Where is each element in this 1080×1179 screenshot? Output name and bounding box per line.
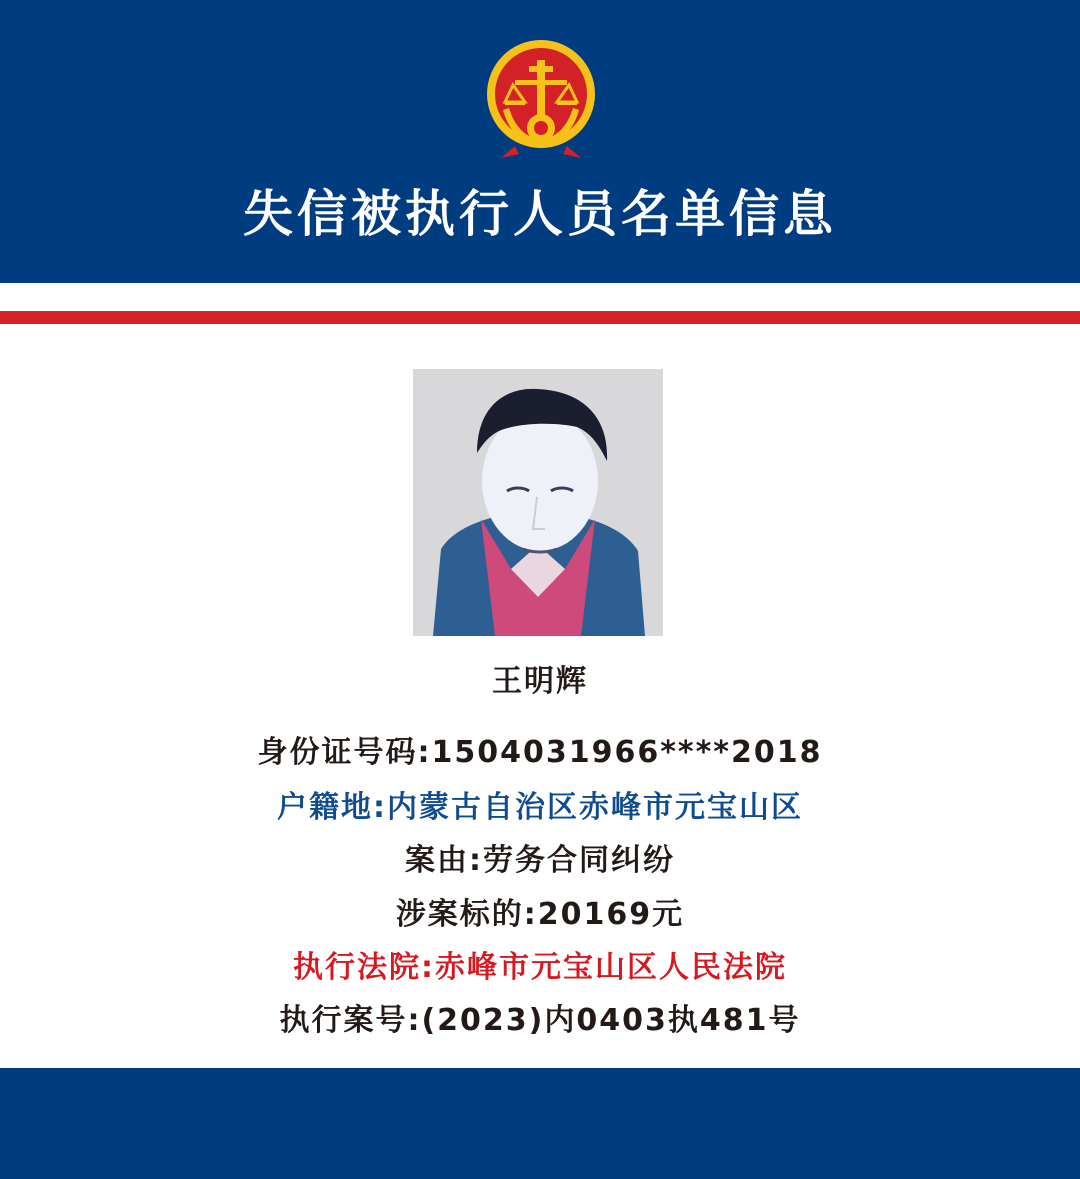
person-portrait — [413, 369, 663, 636]
court-emblem-icon — [485, 38, 597, 158]
page-title: 失信被执行人员名单信息 — [243, 184, 837, 243]
amount-involved-line: 涉案标的:20169元 — [395, 897, 685, 932]
id-number-line: 身份证号码:1504031966****2018 — [257, 735, 823, 770]
case-cause-line: 案由:劳务合同纠纷 — [405, 843, 675, 878]
case-number-line: 执行案号:(2023)内0403执481号 — [279, 1003, 801, 1038]
red-divider-stripe — [0, 311, 1080, 324]
household-registration-line: 户籍地:内蒙古自治区赤峰市元宝山区 — [277, 790, 803, 825]
footer-banner — [0, 1068, 1080, 1179]
enforcement-court-line: 执行法院:赤峰市元宝山区人民法院 — [293, 950, 787, 985]
person-name: 王明辉 — [492, 664, 588, 699]
header-banner — [0, 0, 1080, 283]
portrait-image — [413, 369, 663, 636]
